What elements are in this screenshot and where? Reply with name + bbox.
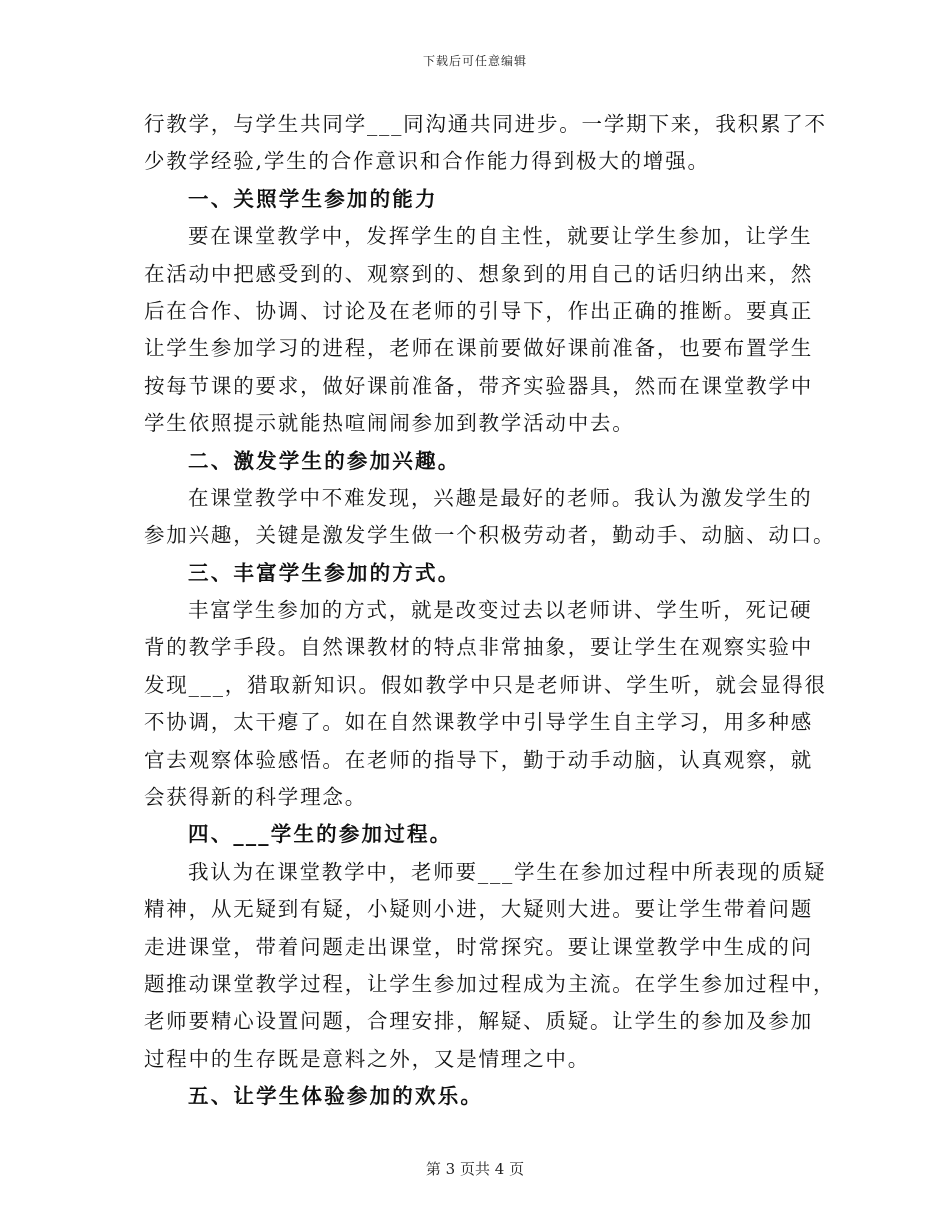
body-line: 在课堂教学中不难发现，兴趣是最好的老师。我认为激发学生的 (188, 485, 813, 510)
body-line: 老师要精心设置问题，合理安排，解疑、质疑。让学生的参加及参加 (144, 1009, 813, 1034)
body-line: 背的教学手段。自然课教材的特点非常抽象，要让学生在观察实验中 (144, 635, 813, 660)
body-line: 我认为在课堂教学中，老师要___学生在参加过程中所表现的质疑 (188, 859, 827, 884)
body-line: 在活动中把感受到的、观察到的、想象到的用自己的话归纳出来，然 (144, 261, 813, 286)
document-body (144, 106, 836, 1116)
body-line: 过程中的生存既是意料之外，又是情理之中。 (144, 1046, 590, 1071)
section-heading: 二、激发学生的参加兴趣。 (188, 448, 461, 473)
body-line: 参加兴趣，关键是激发学生做一个积极劳动者，勤动手、动脑、动口。 (144, 523, 836, 548)
body-line: 后在合作、协调、讨论及在老师的引导下，作出正确的推断。要真正 (144, 298, 813, 323)
body-line: 丰富学生参加的方式，就是改变过去以老师讲、学生听，死记硬 (188, 598, 813, 623)
body-line: 官去观察体验感悟。在老师的指导下，勤于动手动脑，认真观察，就 (144, 747, 813, 772)
body-line: 要在课堂教学中，发挥学生的自主性，就要让学生参加，让学生 (188, 224, 813, 249)
body-line: 题推动课堂教学过程，让学生参加过程成为主流。在学生参加过程中， (144, 971, 836, 996)
body-line: 走进课堂，带着问题走出课堂，时常探究。要让课堂教学中生成的问 (144, 934, 813, 959)
body-line: 行教学，与学生共同学___同沟通共同进步。一学期下来，我积累了不 (144, 112, 827, 136)
body-line: 精神，从无疑到有疑，小疑则小进，大疑则大进。要让学生带着问题 (144, 897, 813, 922)
body-line: 不协调，太干瘪了。如在自然课教学中引导学生自主学习，用多种感 (144, 710, 813, 735)
body-line: 少教学经验,学生的合作意识和合作能力得到极大的增强。 (144, 149, 710, 174)
body-line: 学生依照提示就能热喧闹闹参加到教学活动中去。 (144, 411, 635, 436)
page-header: 下载后可任意编辑 (422, 54, 527, 68)
page-footer: 第 3 页共 4 页 (425, 1160, 525, 1178)
section-heading: 四、___学生的参加过程。 (188, 822, 453, 847)
section-heading: 五、让学生体验参加的欢乐。 (188, 1084, 484, 1109)
body-line: 让学生参加学习的进程，老师在课前要做好课前准备，也要布置学生 (144, 336, 813, 361)
section-heading: 一、关照学生参加的能力 (188, 186, 438, 211)
body-line: 会获得新的科学理念。 (144, 785, 367, 810)
body-line: 按每节课的要求，做好课前准备，带齐实验器具，然而在课堂教学中 (144, 373, 813, 398)
section-heading: 三、丰富学生参加的方式。 (188, 560, 461, 585)
body-line: 发现___，猎取新知识。假如教学中只是老师讲、学生听，就会显得很 (144, 672, 827, 697)
